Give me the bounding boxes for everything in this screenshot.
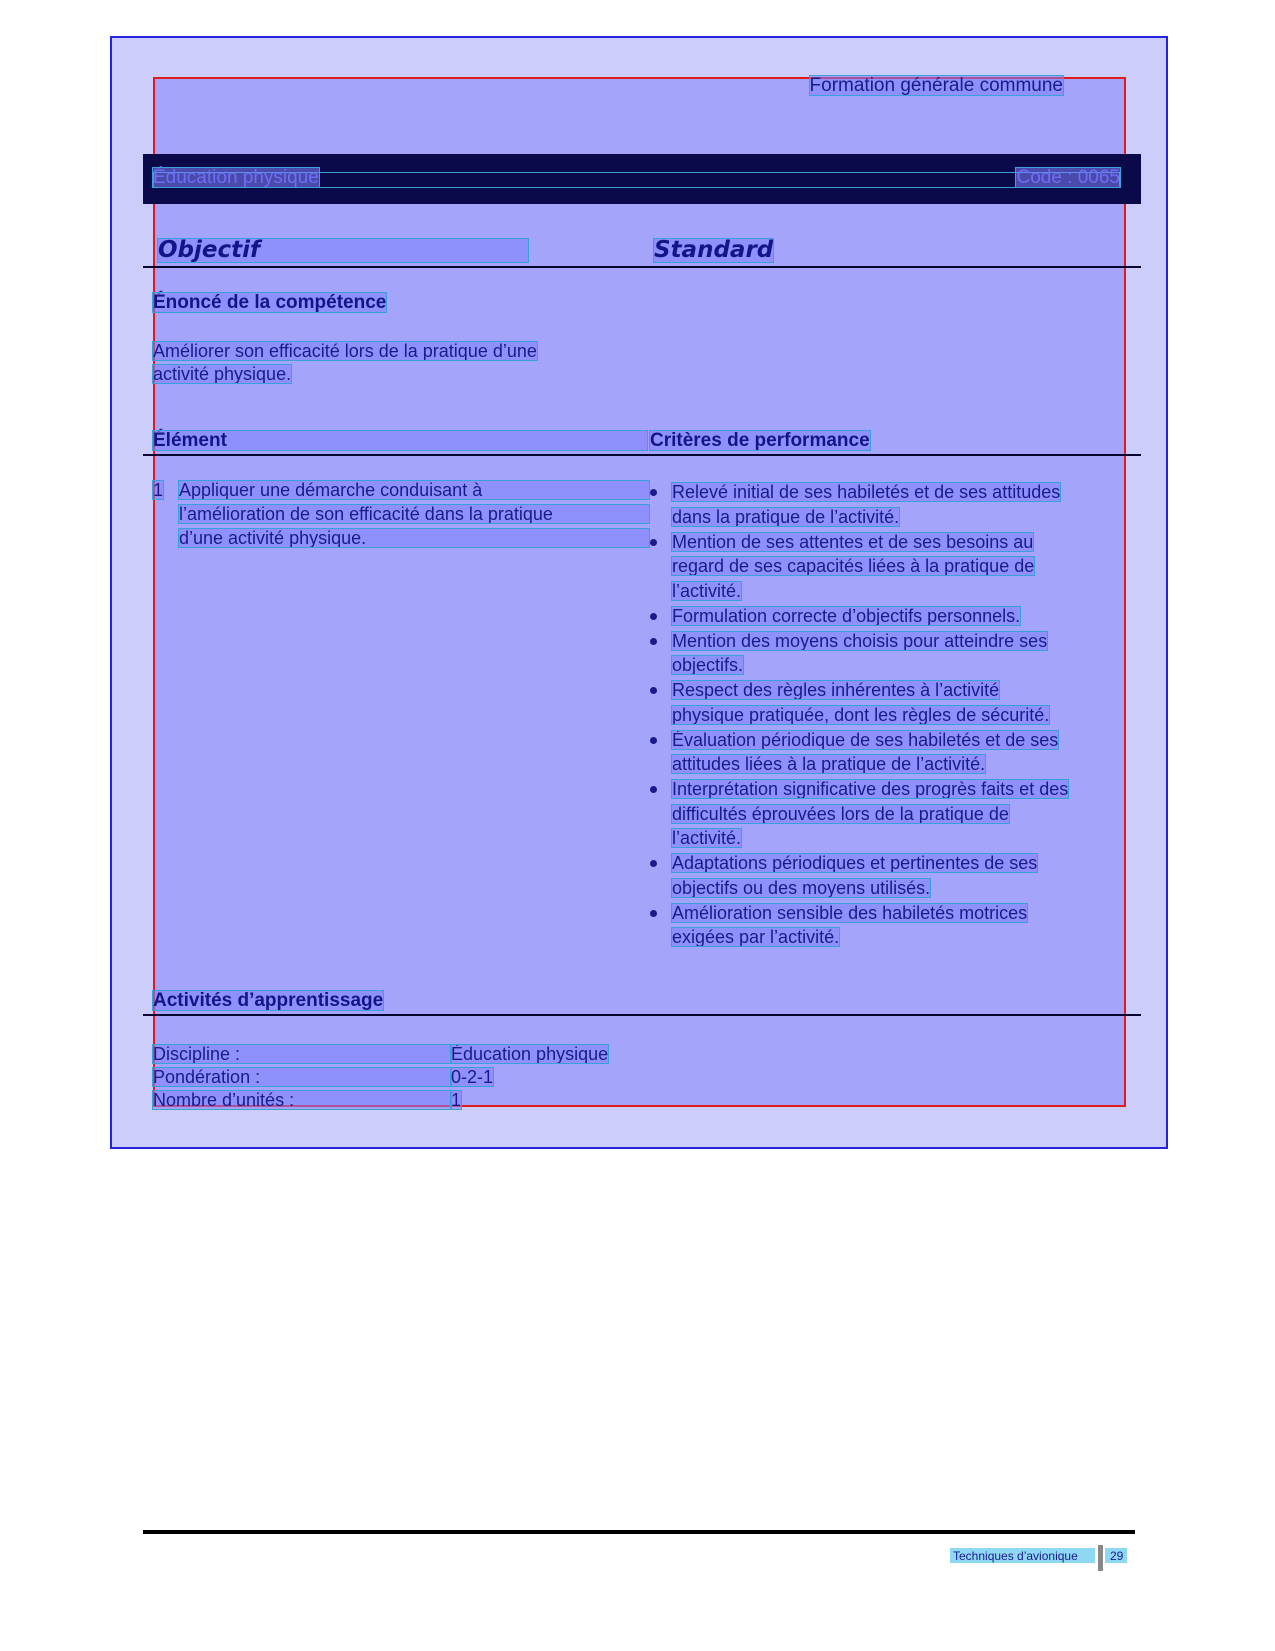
- criterion-line: l’activité.: [672, 828, 742, 848]
- criterion-bullet: [650, 638, 657, 645]
- criterion-line: dans la pratique de l’activité.: [672, 506, 900, 527]
- criterion-line: Adaptations périodiques et pertinentes de ses: [672, 853, 1038, 873]
- criterion-line: physique pratiquée, dont les règles de sécurité.: [672, 704, 1050, 725]
- criterion-line: Respect des règles inhérentes à l’activité: [672, 680, 1000, 700]
- criterion-line: Amélioration sensible des habiletés motrices: [672, 902, 1028, 923]
- criterion-line: attitudes liées à la pratique de l’activité.: [672, 754, 986, 774]
- units-value: 1: [451, 1090, 462, 1110]
- activities-rule: [143, 1014, 1141, 1016]
- section-kicker: Formation générale commune: [809, 75, 1063, 96]
- content-region: [153, 77, 1126, 1110]
- element-line-3: d’une activité physique.: [179, 529, 649, 547]
- criterion-line: objectifs ou des moyens utilisés.: [672, 877, 931, 898]
- table-rule: [143, 454, 1141, 456]
- footer-program: Techniques d’avionique: [953, 1549, 1078, 1563]
- competence-heading: Énoncé de la compétence: [153, 292, 387, 313]
- competence-line-2: activité physique.: [153, 364, 292, 384]
- competence-line-1: Améliorer son efficacité lors de la pratique d’une: [153, 341, 537, 361]
- criterion-line: Relevé initial de ses habiletés et de ses attitudes: [672, 482, 1061, 502]
- footer-divider: [1098, 1545, 1103, 1571]
- page-number: 29: [1110, 1549, 1124, 1563]
- criterion-bullet: [650, 786, 657, 793]
- course-code: Code : 0065: [1016, 167, 1120, 188]
- criterion-line: l’activité.: [672, 580, 742, 601]
- criterion-bullet: [650, 737, 657, 744]
- weighting-label: Pondération :: [153, 1068, 451, 1086]
- criterion-bullet: [650, 860, 657, 867]
- criterion-line: regard de ses capacités liées à la pratique de: [672, 556, 1035, 576]
- course-title: Éducation physique: [153, 167, 319, 188]
- criterion-line: difficultés éprouvées lors de la pratique de: [672, 803, 1009, 824]
- heading-rule: [143, 266, 1141, 268]
- criterion-line: Formulation correcte d’objectifs personnels.: [672, 605, 1021, 626]
- criterion-bullet: [650, 687, 657, 694]
- discipline-label: Discipline :: [153, 1045, 451, 1063]
- criterion-line: Mention des moyens choisis pour atteindre ses: [672, 630, 1048, 651]
- criterion-line: exigées par l’activité.: [672, 927, 840, 947]
- element-number: 1: [153, 480, 164, 500]
- standard-heading: Standard: [654, 237, 774, 263]
- criterion-bullet: [650, 539, 657, 546]
- element-line-2: l’amélioration de son efficacité dans la pratique: [179, 505, 649, 523]
- criterion-line: objectifs.: [672, 655, 744, 675]
- criterion-bullet: [650, 910, 657, 917]
- criteria-heading: Critères de performance: [650, 430, 870, 451]
- discipline-value: Éducation physique: [451, 1044, 609, 1064]
- element-line-1: Appliquer une démarche conduisant à: [179, 481, 649, 499]
- element-heading: Élément: [153, 431, 647, 450]
- criterion-line: Interprétation significative des progrès faits et des: [672, 779, 1069, 799]
- weighting-value: 0-2-1: [451, 1067, 494, 1087]
- objective-heading: Objectif: [158, 239, 528, 262]
- criterion-line: Évaluation périodique de ses habiletés et de ses: [672, 729, 1059, 750]
- footer-rule: [143, 1530, 1135, 1534]
- criterion-bullet: [650, 613, 657, 620]
- criterion-bullet: [650, 489, 657, 496]
- criterion-line: Mention de ses attentes et de ses besoins au: [672, 531, 1034, 552]
- units-label: Nombre d’unités :: [153, 1091, 451, 1109]
- activities-heading: Activités d’apprentissage: [153, 990, 384, 1011]
